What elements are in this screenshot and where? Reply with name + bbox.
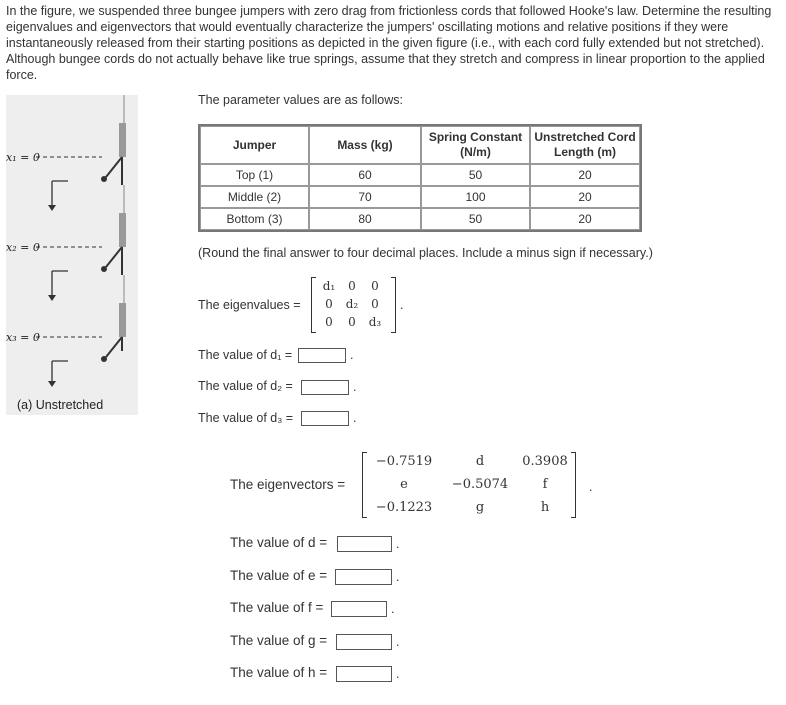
cell: Top (1) xyxy=(200,164,309,186)
period: . xyxy=(396,537,400,551)
d1-input[interactable] xyxy=(298,348,346,363)
h-label: The value of h = xyxy=(230,665,328,680)
eigenvalue-matrix xyxy=(311,277,404,333)
matrix-cell: 0 xyxy=(348,279,356,293)
matrix-cell: f xyxy=(542,477,548,492)
table-row xyxy=(200,186,640,208)
e-label: The value of e = xyxy=(230,568,328,583)
period: . xyxy=(353,411,357,425)
header-jumper: Jumper xyxy=(200,126,309,164)
jumper-3-figure xyxy=(36,303,126,387)
matrix-cell: h xyxy=(540,500,550,515)
period: . xyxy=(353,380,357,394)
g-input[interactable] xyxy=(336,634,392,650)
matrix-cell: −0.7519 xyxy=(375,454,433,469)
matrix-cell: e xyxy=(400,477,408,492)
matrix-cell: 0 xyxy=(325,297,333,311)
period: . xyxy=(396,570,400,584)
cell: 20 xyxy=(530,208,640,230)
jumper-2-figure xyxy=(36,213,126,303)
matrix-cell: d₃ xyxy=(368,315,382,329)
x1-label: x₁ = 0 xyxy=(6,151,40,164)
cell: 60 xyxy=(309,164,421,186)
d3-label: The value of d₃ = xyxy=(198,411,294,425)
eigenvectors-period: . xyxy=(589,480,593,494)
header-cord-length: Unstretched Cord Length (m) xyxy=(530,126,640,164)
cell: 70 xyxy=(309,186,421,208)
f-input[interactable] xyxy=(331,601,387,617)
matrix-cell: 0 xyxy=(348,315,356,329)
period: . xyxy=(350,348,354,362)
cell: 50 xyxy=(421,208,530,230)
d2-label: The value of d₂ = xyxy=(198,379,293,393)
x2-label: x₂ = 0 xyxy=(6,241,40,254)
cell: 50 xyxy=(421,164,530,186)
d-label: The value of d = xyxy=(230,535,328,550)
matrix-cell: d₁ xyxy=(322,279,336,293)
param-intro: The parameter values are as follows: xyxy=(198,93,403,107)
f-label: The value of f = xyxy=(230,600,324,615)
header-spring-constant: Spring Constant (N/m) xyxy=(421,126,530,164)
cell: 20 xyxy=(530,186,640,208)
period: . xyxy=(396,635,400,649)
cell: Middle (2) xyxy=(200,186,309,208)
table-header-row xyxy=(200,126,640,164)
cell: 20 xyxy=(530,164,640,186)
matrix-cell: 0 xyxy=(371,297,379,311)
header-mass: Mass (kg) xyxy=(309,126,421,164)
matrix-cell: 0 xyxy=(371,279,379,293)
matrix-cell: −0.5074 xyxy=(451,477,509,492)
problem-statement: In the figure, we suspended three bungee jumpers with zero drag from frictionless cords that followed Hooke's law. Determine the resulting eigenvalues and eigenvectors that would eventually characterize the jumpers' oscillating motions and relative positions if they were instantaneously released from their starting positions as depicted in the given figure (i.e., with each cord fully extended but not stretched). Although bungee cords do not actually behave like true springs, assume that they stretch and compress in linear proportion to the applied force. xyxy=(6,4,772,82)
matrix-cell: 0 xyxy=(325,315,333,329)
x3-label: x₃ = 0 xyxy=(6,331,40,344)
period: . xyxy=(396,667,400,681)
h-input[interactable] xyxy=(336,666,392,682)
matrix-cell: 0.3908 xyxy=(522,454,568,469)
matrix-cell: d₂ xyxy=(345,297,359,311)
eigenvalues-label: The eigenvalues = xyxy=(198,298,301,312)
rounding-instruction: (Round the final answer to four decimal places. Include a minus sign if necessary.) xyxy=(198,246,653,260)
eigenvalues-period: . xyxy=(400,298,404,312)
figure-caption: (a) Unstretched xyxy=(17,398,104,412)
d2-input[interactable] xyxy=(301,380,349,395)
jumper-1-figure xyxy=(36,123,126,213)
e-input[interactable] xyxy=(335,569,392,585)
matrix-cell: −0.1223 xyxy=(375,500,433,515)
d-input[interactable] xyxy=(337,536,392,552)
parameter-table xyxy=(198,124,642,232)
bungee-diagram xyxy=(6,95,138,415)
bungee-figure xyxy=(6,95,138,415)
cell: Bottom (3) xyxy=(200,208,309,230)
period: . xyxy=(391,602,395,616)
matrix-cell: g xyxy=(475,500,485,515)
eigenvector-matrix xyxy=(362,450,582,520)
d1-label: The value of d₁ = xyxy=(198,348,293,362)
cell: 80 xyxy=(309,208,421,230)
eigenvectors-label: The eigenvectors = xyxy=(230,477,346,492)
table-row xyxy=(200,164,640,186)
table-row xyxy=(200,208,640,230)
cell: 100 xyxy=(421,186,530,208)
matrix-cell: d xyxy=(475,454,485,469)
d3-input[interactable] xyxy=(301,411,349,426)
g-label: The value of g = xyxy=(230,633,328,648)
